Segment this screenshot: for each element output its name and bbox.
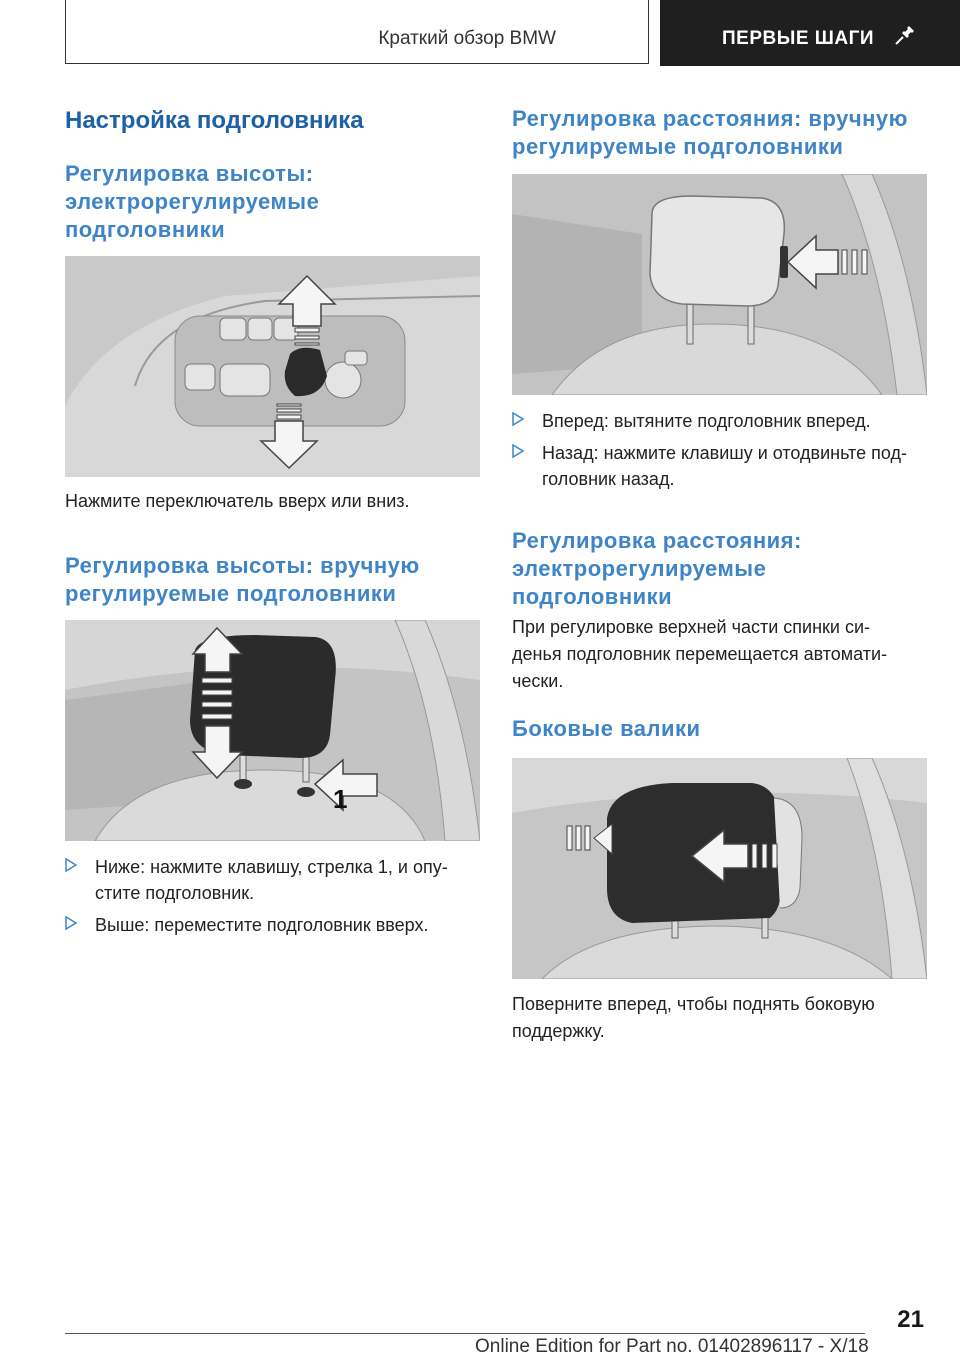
caption-side-bolsters — [512, 991, 875, 1045]
header-section-title: Краткий обзор BMW — [378, 28, 556, 49]
caption-line: поддержку. — [512, 1021, 605, 1041]
subtitle-line: Регулировка расстояния: — [512, 528, 802, 553]
pin-icon — [894, 24, 916, 46]
paragraph-line: денья подголовник перемещается автомати- — [512, 644, 888, 664]
page-number: 21 — [897, 1306, 924, 1333]
subtitle-line: регулируемые подголовники — [65, 581, 397, 606]
caption-line: Поверните вперед, чтобы поднять боковую — [512, 994, 875, 1014]
bullet-triangle-icon — [512, 412, 524, 426]
bullet-line: головник назад. — [542, 469, 675, 489]
bullet-triangle-icon — [65, 916, 77, 930]
bullet-line: Ниже: нажмите клавишу, стрелка 1, и опу- — [95, 857, 448, 877]
bullet-lower — [65, 854, 480, 910]
subtitle-height-electric — [65, 160, 319, 244]
footer-edition: Online Edition for Part no. 01402896117 - X/18 — [475, 1336, 869, 1357]
subtitle-line: регулируемые подголовники — [512, 134, 844, 159]
subtitle-side-bolsters: Боковые валики — [512, 716, 701, 741]
page-title: Настройка подголовника — [65, 107, 364, 134]
subtitle-line: Регулировка высоты: — [65, 161, 314, 186]
subtitle-line: электрорегулируемые — [512, 556, 767, 581]
chapter-title: ПЕРВЫЕ ШАГИ — [722, 28, 875, 49]
paragraph-auto-adjust — [512, 614, 887, 695]
subtitle-distance-manual — [512, 105, 908, 161]
figure-side-bolsters — [512, 758, 927, 979]
bullet-forward — [512, 408, 927, 438]
bullet-line: Вперед: вытяните подголовник вперед. — [542, 411, 871, 431]
subtitle-line: Регулировка высоты: вручную — [65, 553, 420, 578]
subtitle-line: подголовники — [512, 584, 673, 609]
bullet-triangle-icon — [65, 858, 77, 872]
footer-divider — [65, 1333, 865, 1334]
subtitle-distance-electric — [512, 527, 802, 611]
bullet-line: стите подголовник. — [95, 883, 255, 903]
bullet-triangle-icon — [512, 444, 524, 458]
bullet-line: Выше: переместите подголовник вверх. — [95, 915, 429, 935]
header-section-box — [65, 0, 649, 64]
figure-headrest-height — [65, 620, 480, 841]
paragraph-line: чески. — [512, 671, 564, 691]
bullet-backward — [512, 440, 927, 496]
bullet-higher — [65, 912, 480, 942]
subtitle-height-manual — [65, 552, 420, 608]
header-chapter-tab — [660, 0, 960, 66]
paragraph-line: При регулировке верхней части спинки си- — [512, 617, 871, 637]
subtitle-line: подголовники — [65, 217, 226, 242]
figure-headrest-distance — [512, 174, 927, 395]
caption-switch: Нажмите переключатель вверх или вниз. — [65, 491, 410, 511]
bullet-line: Назад: нажмите клавишу и отодвиньте под- — [542, 443, 907, 463]
figure-seat-switch — [65, 256, 480, 477]
subtitle-line: Регулировка расстояния: вручную — [512, 106, 908, 131]
callout-number: 1 — [333, 784, 348, 814]
subtitle-line: электрорегулируемые — [65, 189, 320, 214]
